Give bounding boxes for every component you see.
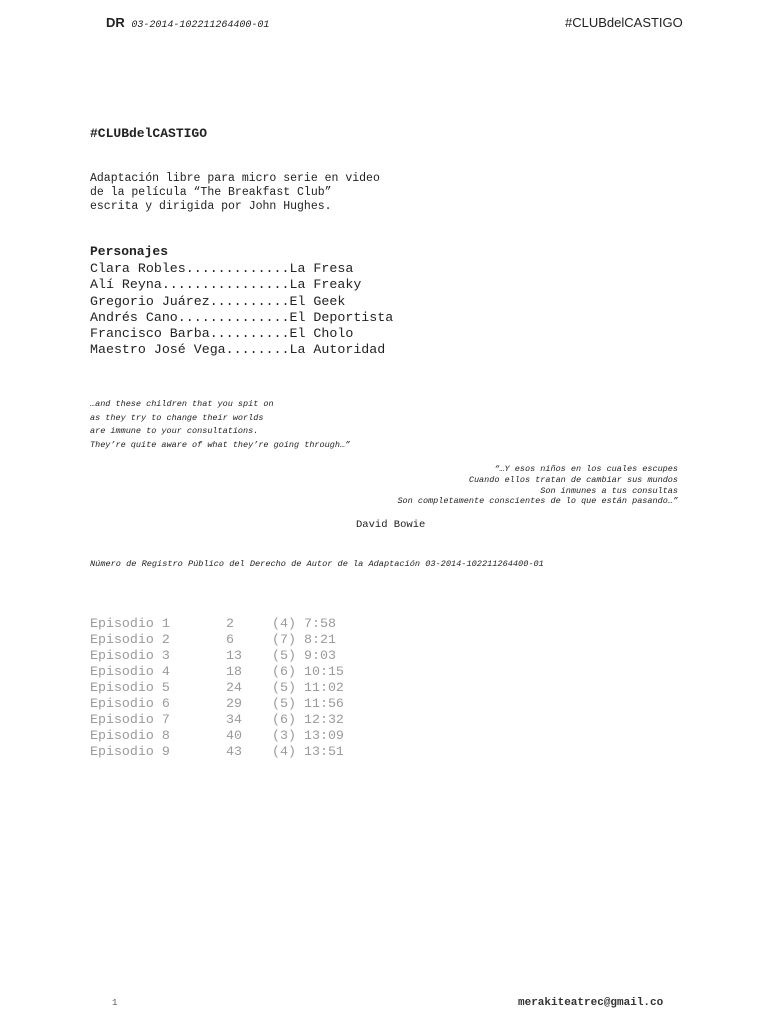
table-row <box>90 664 344 680</box>
header-title: #CLUBdelCASTIGO <box>565 15 683 30</box>
document-title: #CLUBdelCASTIGO <box>90 126 208 141</box>
episode-time: 13:09 <box>304 728 344 743</box>
intro-line: escrita y dirigida por John Hughes. <box>90 200 332 213</box>
episode-page: 2 <box>226 616 234 631</box>
quote-spanish <box>397 464 678 507</box>
table-row <box>90 728 344 744</box>
header-dr-label: DR <box>106 15 125 30</box>
episode-time: 10:15 <box>304 664 344 679</box>
episode-page: 29 <box>226 696 242 711</box>
table-row <box>90 648 344 664</box>
episode-page: 6 <box>226 632 234 647</box>
episode-time: 7:58 <box>304 616 336 631</box>
episode-scenes: (7) <box>272 632 296 647</box>
personajes-heading: Personajes <box>90 244 169 259</box>
character-line: Gregorio Juárez..........El Geek <box>90 293 346 309</box>
character-line: Francisco Barba..........El Cholo <box>90 326 354 342</box>
quote-line: Cuando ellos tratan de cambiar sus mundos <box>468 474 678 485</box>
episode-page: 43 <box>226 744 242 759</box>
quote-english <box>90 398 350 452</box>
episode-page: 34 <box>226 712 242 727</box>
personajes-list <box>90 261 393 359</box>
character-line: Maestro José Vega........La Autoridad <box>90 342 386 358</box>
intro-line: de la película “The Breakfast Club” <box>90 186 332 199</box>
quote-line: as they try to change their worlds <box>90 412 264 423</box>
character-line: Andrés Cano..............El Deportista <box>90 309 394 325</box>
episode-table <box>90 616 344 760</box>
table-row <box>90 712 344 728</box>
episode-scenes: (4) <box>272 616 296 631</box>
quote-line: Son inmunes a tus consultas <box>540 485 678 496</box>
page-number: 1 <box>112 998 118 1008</box>
episode-scenes: (5) <box>272 648 296 663</box>
episode-time: 11:02 <box>304 680 344 695</box>
episode-scenes: (6) <box>272 664 296 679</box>
episode-page: 40 <box>226 728 242 743</box>
intro-line: Adaptación libre para micro serie en video <box>90 172 380 185</box>
episode-name: Episodio 3 <box>90 648 170 663</box>
character-line: Alí Reyna................La Freaky <box>90 277 362 293</box>
episode-scenes: (6) <box>272 712 296 727</box>
episode-name: Episodio 2 <box>90 632 170 647</box>
episode-scenes: (5) <box>272 680 296 695</box>
registro-publico: Número de Registro Público del Derecho de Autor de la Adaptación 03-2014-102211264400-01 <box>90 559 544 569</box>
episode-scenes: (4) <box>272 744 296 759</box>
episode-time: 12:32 <box>304 712 344 727</box>
table-row <box>90 680 344 696</box>
table-row <box>90 744 344 760</box>
table-row <box>90 632 344 648</box>
quote-line: “…Y esos niños en los cuales escupes <box>494 464 678 474</box>
episode-name: Episodio 9 <box>90 744 170 759</box>
intro-paragraph <box>90 172 380 214</box>
header-registro-number: 03-2014-102211264400-01 <box>131 20 270 31</box>
episode-time: 13:51 <box>304 744 344 759</box>
episode-name: Episodio 4 <box>90 664 170 679</box>
episode-scenes: (3) <box>272 728 296 743</box>
quote-line: …and these children that you spit on <box>90 399 274 409</box>
episode-name: Episodio 7 <box>90 712 170 727</box>
quote-line: They’re quite aware of what they’re going through…” <box>90 439 351 450</box>
header-registro <box>106 15 269 31</box>
episode-scenes: (5) <box>272 696 296 711</box>
episode-time: 11:56 <box>304 696 344 711</box>
episode-page: 24 <box>226 680 242 695</box>
episode-name: Episodio 6 <box>90 696 170 711</box>
quote-line: are immune to your consultations. <box>90 426 259 436</box>
footer-email: merakiteatrec@gmail.co <box>518 997 664 1009</box>
character-line: Clara Robles.............La Fresa <box>90 261 354 276</box>
episode-name: Episodio 1 <box>90 616 170 631</box>
quote-line: Son completamente conscientes de lo que están pasando…” <box>397 496 678 507</box>
episode-name: Episodio 8 <box>90 728 170 743</box>
quote-author: David Bowie <box>356 519 426 531</box>
episode-time: 9:03 <box>304 648 336 663</box>
table-row <box>90 616 344 632</box>
episode-page: 18 <box>226 664 242 679</box>
episode-time: 8:21 <box>304 632 336 647</box>
episode-page: 13 <box>226 648 242 663</box>
episode-name: Episodio 5 <box>90 680 170 695</box>
table-row <box>90 696 344 712</box>
